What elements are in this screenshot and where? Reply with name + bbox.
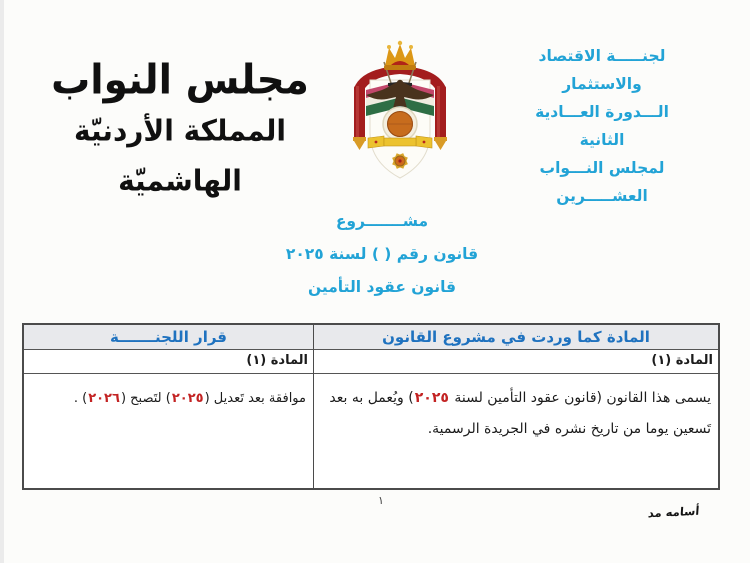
title-law-number: قانون رقم ( ) لسنة ٢٠٢٥ [285,245,479,263]
year-old-highlight: ٢٠٢٥ [171,391,204,406]
title-draft: مشـــــــروع [335,212,429,230]
committee-header [512,42,692,210]
kingdom-name: المملكة الأردنيّة الهاشميّة [74,113,286,198]
title-law-name: قانون عقود التأمين [307,278,457,296]
council-name: مجلس النواب [51,57,309,104]
article-number-draft: المادة (١) [313,350,718,374]
year-new-highlight: ٢٠٢٦ [88,391,120,406]
jordan-coat-of-arms-icon [340,38,460,198]
column-header-committee-decision: قرار اللجنـــــــة [24,325,313,350]
scan-edge-shadow [0,0,4,563]
signature-mark: أسامه مد [647,503,700,521]
year-highlight: ٢٠٢٥ [414,390,449,406]
draft-article-line-1: يسمى هذا القانون (قانون عقود التأمين لسنة ٢٠٢٥) ويُعمل به بعد [329,390,711,406]
page-number: ١ [378,494,384,507]
council-term: لمجلس النـــواب العشـــــرين [539,159,665,205]
draft-article-text [313,374,718,488]
session-name: الـــدورة العـــادية الثانية [535,103,669,149]
column-header-draft-article: المادة كما وردت في مشروع القانون [313,325,718,350]
kingdom-calligraphy [26,54,334,204]
article-number-decision: المادة (١) [24,350,313,374]
document-title-block [7,211,750,310]
draft-article-line-2: تَسعين يوما من تاريخ نشره في الجريدة الرسمية. [427,421,711,437]
committee-name: لجنـــــة الاقتصاد والاستثمار [538,47,666,93]
committee-decision-text: موافقة بعد تَعديل (٢٠٢٥) لتَصبح (٢٠٢٦) . [73,391,306,406]
comparison-table [22,323,720,490]
